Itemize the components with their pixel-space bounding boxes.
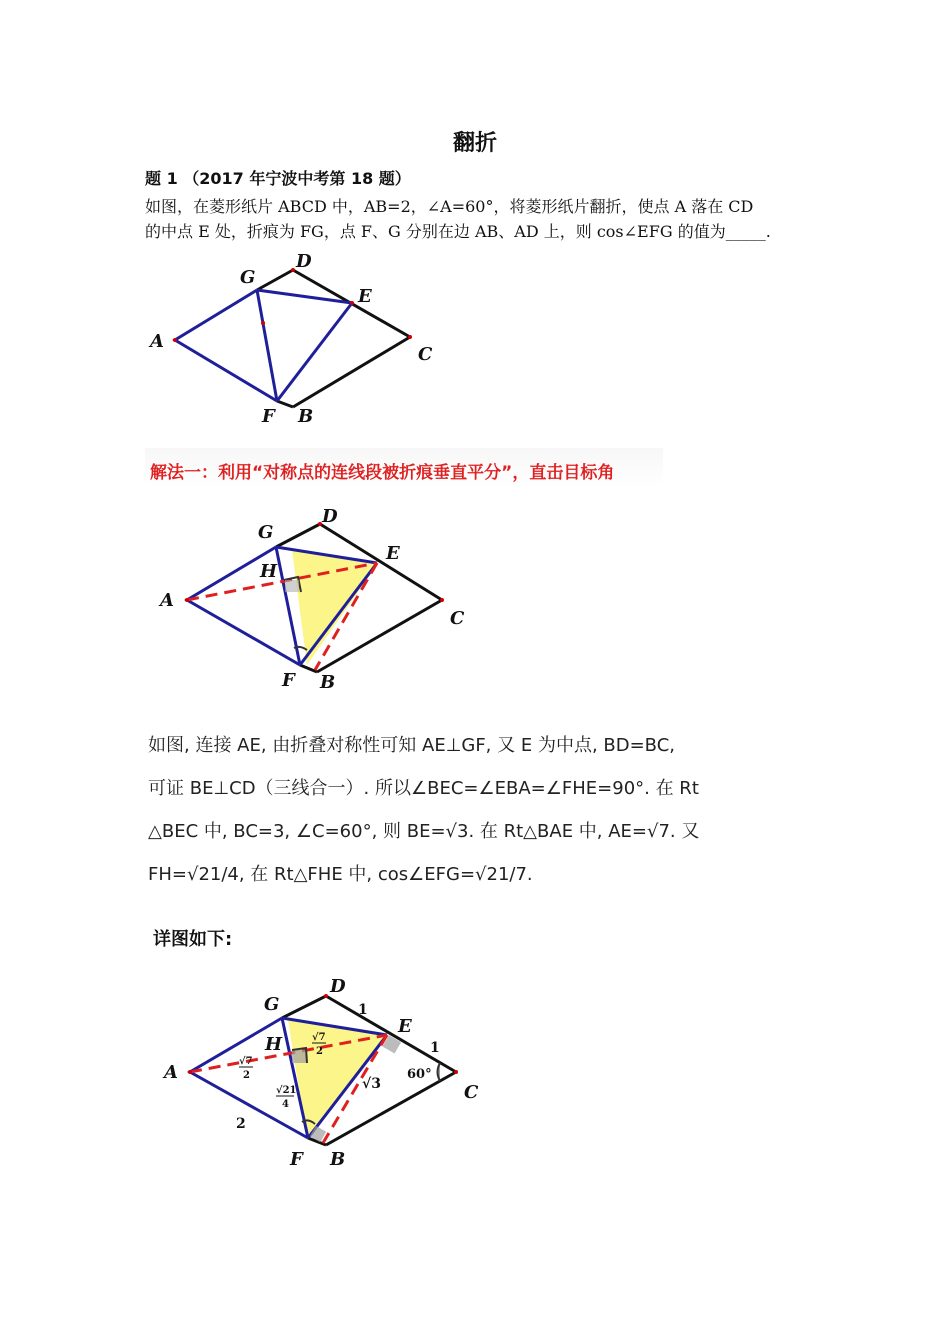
len-DE: 1 [358, 1002, 368, 1018]
label-F: F [290, 1149, 303, 1170]
solution-line-3: △BEC 中, BC=3, ∠C=60°, 则 BE=√3. 在 Rt△BAE 中, AE=√7. 又 [148, 821, 700, 842]
len-AF: 2 [236, 1116, 246, 1132]
label-A: A [160, 590, 174, 611]
label-H: H [260, 561, 278, 582]
len-EC: 1 [430, 1040, 440, 1056]
label-F: F [282, 670, 295, 691]
label-E: E [358, 286, 372, 307]
solution-line-4: FH=√21/4, 在 Rt△FHE 中, cos∠EFG=√21/7. [148, 864, 533, 885]
len-BE: √3 [362, 1076, 381, 1092]
label-H: H [265, 1034, 283, 1055]
solution-line-1: 如图, 连接 AE, 由折叠对称性可知 AE⊥GF, 又 E 为中点, BD=BC, [148, 735, 675, 756]
page-title: 翻折 [452, 131, 497, 156]
label-D: D [330, 976, 346, 997]
label-B: B [298, 406, 314, 427]
method-title: 解法一：利用“对称点的连线段被折痕垂直平分”，直击目标角 [150, 463, 615, 483]
len-AH-den: 2 [243, 1070, 250, 1081]
figure-3 [140, 970, 510, 1175]
label-D: D [296, 251, 312, 272]
question-line-2: 的中点 E 处，折痕为 FG，点 F、G 分别在边 AB、AD 上，则 cos∠EFG 的值为_____. [145, 222, 771, 241]
angle-C: 60° [407, 1067, 432, 1082]
label-B: B [330, 1149, 346, 1170]
label-F: F [262, 406, 275, 427]
question-line-1: 如图，在菱形纸片 ABCD 中，AB=2，∠A=60°，将菱形纸片翻折，使点 A 落在 CD [145, 197, 754, 216]
len-FH-num: √21 [276, 1085, 297, 1096]
label-G: G [240, 267, 256, 288]
question-heading: 题 1 （2017 年宁波中考第 18 题） [145, 169, 411, 188]
label-B: B [320, 672, 336, 693]
label-C: C [464, 1082, 479, 1103]
label-A: A [150, 331, 164, 352]
label-G: G [258, 522, 274, 543]
detail-title: 详图如下: [153, 929, 233, 950]
solution-line-2: 可证 BE⊥CD（三线合一）. 所以∠BEC=∠EBA=∠FHE=90°. 在 Rt [148, 778, 699, 799]
len-HE-den: 2 [316, 1046, 323, 1057]
label-D: D [322, 506, 338, 527]
label-C: C [418, 344, 433, 365]
label-E: E [398, 1016, 412, 1037]
figure-2 [140, 500, 480, 700]
len-FH-den: 4 [282, 1099, 289, 1110]
len-AH-num: √7 [239, 1056, 253, 1067]
label-E: E [386, 543, 400, 564]
figure-1 [140, 245, 450, 430]
label-A: A [164, 1062, 178, 1083]
len-HE-num: √7 [312, 1032, 326, 1043]
label-G: G [264, 994, 280, 1015]
label-C: C [450, 608, 465, 629]
